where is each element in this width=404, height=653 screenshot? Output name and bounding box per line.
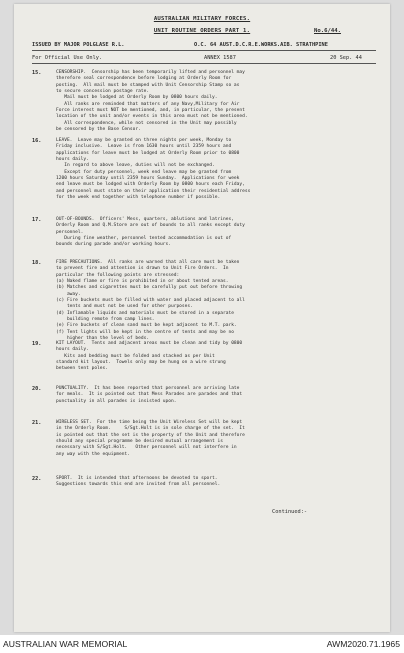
header-rule-bottom [32, 63, 376, 64]
section-number: 22. [32, 476, 42, 482]
footer-accession-number: AWM2020.71.1965 [326, 639, 400, 649]
section-number: 20. [32, 386, 42, 392]
section-text: LEAVE. Leave may be granted on three nights per week, Monday to Friday inclusive. Leave is from 1630 hours until 2359 hours and applications for leave must be lodged at Orderly Room prior to 0800 hours daily. In regard to above leave, duties will not be exchanged. Except for duty personnel, week end leave may be granted from 1200 hours Saturday until 2359 hours Sunday. Applications for week end leave must be lodged with Orderly Room by 0800 hours each Friday, and personnel must state on their application their residential address for the week end together with telephone number if possible. [56, 138, 251, 201]
officer-commanding: O.C. 64 AUST.D.C.R.E.WORKS.AIB. STRATHPINE [194, 42, 328, 48]
section-number: 17. [32, 217, 42, 223]
archive-footer [0, 635, 404, 653]
order-number: No.6/44. [314, 28, 341, 34]
header-rule-top [32, 50, 376, 51]
section-text: FIRE PRECAUTIONS. All ranks are warned that all care must be taken to prevent fire and attention is drawn to Unit Fire Orders. In particular the following points are stressed: (a) Naked flame or fire is prohibited in or about tented areas. (b) Matches and cigarettes must be carefully put out before throwing away. (c) Fire buckets must be filled with water and placed adjacent to all tents and must not be used for other purposes. (d) Inflamable liquids and materials must be stored in a separate building remote from camp lines. (e) Fire buckets of clean sand must be kept adjacent to M.T. park. (f) Tent lights will be kept in the centre of tents and may be no higher than the level of beds. [56, 260, 245, 342]
section-text: OUT-OF-BOUNDS. Officers' Mess, quarters, ablutions and latrines, Orderly Room and Q.M.Store are out of bounds to all ranks except duty personnel. During fine weather, personnel tented accommodation is out of bounds during parade and/or working hours. [56, 217, 245, 248]
annex: ANNEX 1587 [204, 55, 236, 61]
section-number: 19. [32, 341, 42, 347]
section-text: WIRELESS SET. For the time being the Unit Wireless Set will be kept in the Orderly Room. S/Sgt.Holt is in sole charge of the set. It is pointed out that the set is the property of the Unit and therefore should any special programme be desired mutual arrangement is necessary with S/Sgt.Holt. Other personnel will not interfere in any way with the equipment. [56, 420, 245, 457]
section-text: KIT LAYOUT. Tents and adjacent areas must be clean and tidy by 0800 hours daily. Kits and bedding must be folded and stacked as per Unit standard kit layout. Towels only may be hung on a wire strung between tent poles. [56, 341, 243, 372]
document-sheet [14, 4, 390, 632]
section-text: PUNCTUALITY. It has been reported that personnel are arriving late for meals. It is pointed out that Mess Parades are parades and that punctuality in all parades is insisted upon. [56, 386, 243, 404]
classification: For Official Use Only. [32, 55, 103, 61]
order-date: 20 Sep. 44 [330, 55, 362, 61]
continued-note: Continued:- [272, 509, 308, 515]
section-number: 21. [32, 420, 42, 426]
document-title: AUSTRALIAN MILITARY FORCES. [153, 16, 251, 22]
section-number: 15. [32, 70, 42, 76]
footer-institution: AUSTRALIAN WAR MEMORIAL [3, 639, 128, 649]
issued-by: ISSUED BY MAJOR POLGLASE R.L. [32, 42, 125, 48]
section-number: 16. [32, 138, 42, 144]
section-text: SPORT. It is intended that afternoons be devoted to sport. Suggestions towards this end are invited from all personnel. [56, 476, 221, 488]
document-subtitle: UNIT ROUTINE ORDERS PART 1. [153, 28, 251, 34]
section-number: 18. [32, 260, 42, 266]
section-text: CENSORSHIP. Censorship has been temporarily lifted and personnel may therefore seal correspondence before lodging at Orderly Room for posting. All mail must be stamped with Unit Censorship Stamp so as to secure concession postage rate. Mail must be lodged at Orderly Room by 0800 hours daily. All ranks are reminded that matters of any Navy,Military for Air Force interest must NOT be mentioned, and, in particular, the present location of the unit and/or events in this area must not be mentioned. All correspondence, while not censored in the Unit may possibly be censored by the Base Censor. [56, 70, 248, 133]
